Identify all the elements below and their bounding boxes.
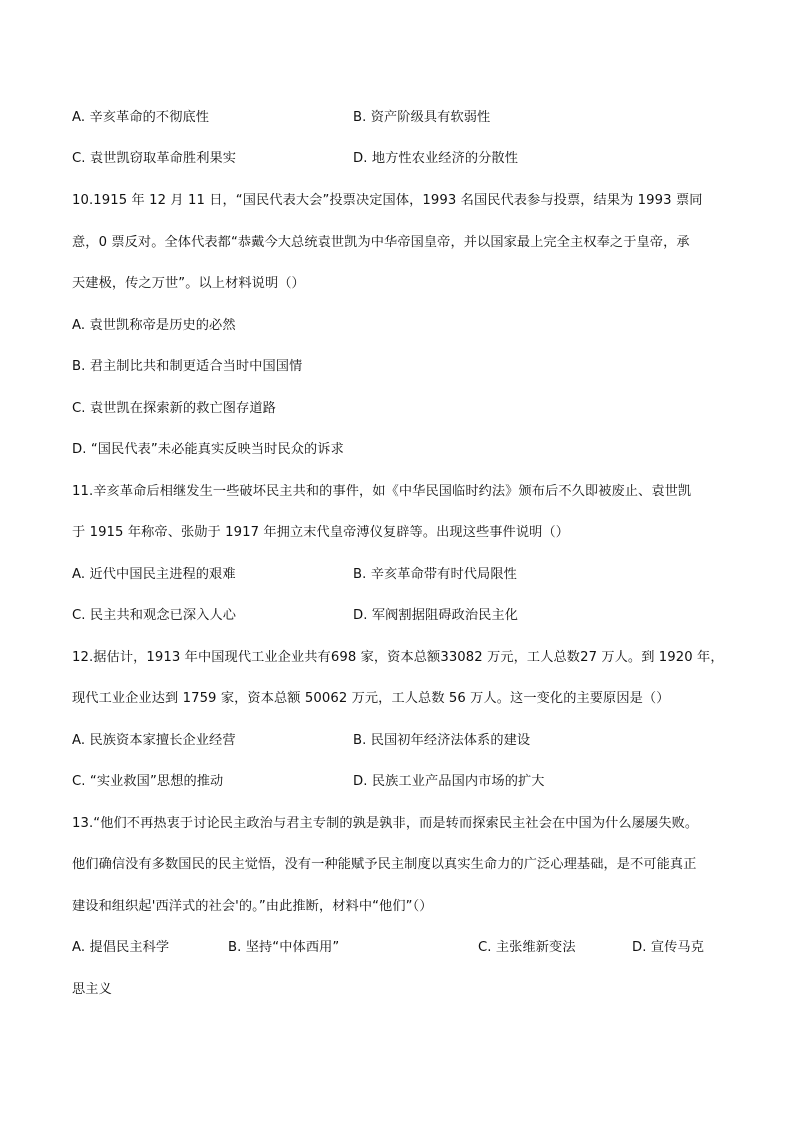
q11-stem-line-2: 于 1915 年称帝、张勋于 1917 年拥立末代皇帝溥仪复辟等。出现这些事件说明（）: [72, 525, 569, 540]
q13-option-c: C. 主张维新变法: [478, 940, 576, 955]
q10-stem-line-3: 天建极，传之万世”。以上材料说明（）: [72, 276, 305, 291]
q13-stem-line-3: 建设和组织起'西洋式的社会'的。”由此推断，材料中“他们”（）: [72, 899, 433, 914]
q11-option-c: C. 民主共和观念已深入人心: [72, 608, 237, 623]
q12-stem-line-2: 现代工业企业达到 1759 家，资本总额 50062 万元，工人总数 56 万人。这一变化的主要原因是（）: [72, 691, 670, 706]
q10-stem-line-1: 10.1915 年 12 月 11 日，“国民代表大会”投票决定国体，1993 名国民代表参与投票，结果为 1993 票同: [72, 193, 703, 208]
q10-option-b: B. 君主制比共和制更适合当时中国国情: [72, 359, 303, 374]
q13-stem-line-2: 他们确信没有多数国民的民主觉悟，没有一种能赋予民主制度以真实生命力的广泛心理基础，是不可能真正: [72, 857, 697, 872]
q12-option-d: D. 民族工业产品国内市场的扩大: [353, 774, 545, 789]
q9-option-b: B. 资产阶级具有软弱性: [353, 110, 491, 125]
q12-option-b: B. 民国初年经济法体系的建设: [353, 733, 531, 748]
q10-option-c: C. 袁世凯在探索新的救亡图存道路: [72, 401, 276, 416]
q11-option-d: D. 军阀割据阻碍政治民主化: [353, 608, 518, 623]
q10-stem-line-2: 意，0 票反对。全体代表都“恭戴今大总统袁世凯为中华帝国皇帝，并以国家最上完全主权奉之于皇帝，承: [72, 235, 690, 250]
q9-option-c: C. 袁世凯窃取革命胜利果实: [72, 151, 237, 166]
q10-option-d: D. “国民代表”未必能真实反映当时民众的诉求: [72, 442, 344, 457]
q11-stem-line-1: 11.辛亥革命后相继发生一些破坏民主共和的事件，如《中华民国临时约法》颁布后不久即被废止、袁世凯: [72, 484, 692, 499]
q13-option-d-continuation: 思主义: [72, 982, 112, 997]
q12-option-c: C. “实业救国”思想的推动: [72, 774, 224, 789]
q9-option-a: A. 辛亥革命的不彻底性: [72, 110, 210, 125]
q11-option-b: B. 辛亥革命带有时代局限性: [353, 567, 517, 582]
q12-stem-line-1: 12.据估计，1913 年中国现代工业企业共有698 家，资本总额33082 万元，工人总数27 万人。到 1920 年，: [72, 650, 724, 665]
q11-option-a: A. 近代中国民主进程的艰难: [72, 567, 236, 582]
q13-option-b: B. 坚持“中体西用”: [228, 940, 340, 955]
q13-option-d: D. 宣传马克: [632, 940, 704, 955]
q13-option-a: A. 提倡民主科学: [72, 940, 170, 955]
q10-option-a: A. 袁世凯称帝是历史的必然: [72, 318, 236, 333]
q9-option-d: D. 地方性农业经济的分散性: [353, 151, 518, 166]
q12-option-a: A. 民族资本家擅长企业经营: [72, 733, 236, 748]
q13-stem-line-1: 13.“他们不再热衷于讨论民主政治与君主专制的孰是孰非，而是转而探索民主社会在中国为什么屡屡失败。: [72, 816, 699, 831]
